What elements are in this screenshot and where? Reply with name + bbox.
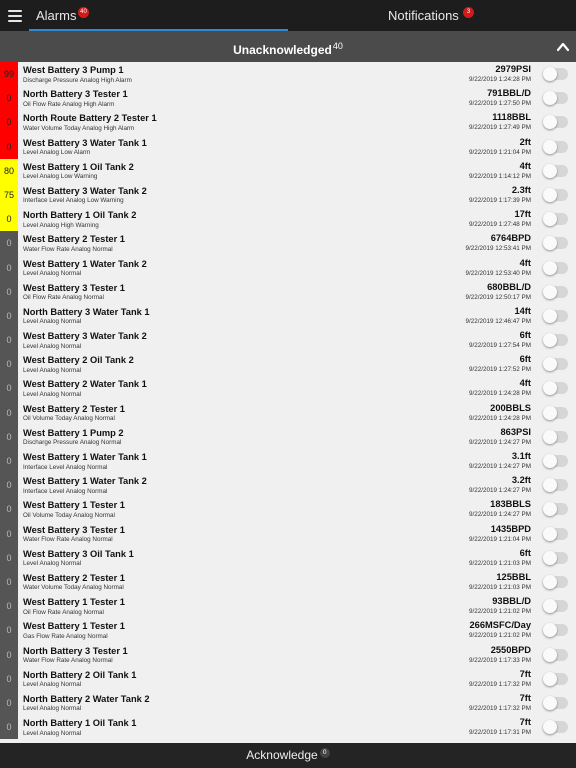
alarm-timestamp: 9/22/2019 1:24:28 PM [469,76,531,83]
alarm-value: 6ft [519,354,531,365]
alarm-name: North Battery 3 Water Tank 1 [23,306,150,317]
alarm-row[interactable] [0,328,576,352]
alarm-timestamp: 9/22/2019 1:27:52 PM [469,366,531,374]
alarm-value: 1435BPD [490,523,531,534]
alarm-name: West Battery 1 Water Tank 2 [23,476,147,487]
alarm-timestamp: 9/22/2019 1:24:27 PM [469,463,531,470]
alarm-value: 863PSI [500,426,531,437]
alarm-value: 1118BBL [492,112,531,123]
alarm-name: North Battery 2 Water Tank 2 [23,693,150,704]
toggle-knob [543,164,557,178]
alarm-name: West Battery 3 Water Tank 2 [23,331,147,342]
alarm-description: Level Analog Low Warning [23,173,98,181]
severity-indicator: 80 [0,159,18,183]
alarm-description: Gas Flow Rate Analog Normal [23,632,108,640]
severity-indicator: 0 [0,522,18,546]
severity-indicator: 0 [0,304,18,328]
severity-indicator: 0 [0,594,18,618]
severity-indicator: 0 [0,473,18,497]
toggle-knob [543,91,557,105]
alarm-row[interactable] [0,110,576,134]
alarm-description: Level Analog Normal [23,342,82,350]
alarm-description: Water Volume Today Analog High Alarm [23,124,135,132]
alarm-row[interactable] [0,715,576,739]
alarm-description: Interface Level Analog Normal [23,463,108,471]
alarm-row[interactable] [0,643,576,667]
toggle-knob [543,527,557,541]
alarm-description: Water Flow Rate Analog Normal [23,657,113,664]
alarm-row[interactable] [0,473,576,497]
alarm-name: West Battery 3 Pump 1 [23,65,124,75]
alarm-list [0,62,576,743]
alarm-name: West Battery 2 Tester 1 [23,234,125,245]
severity-indicator: 0 [0,86,18,110]
alarm-timestamp: 9/22/2019 1:21:03 PM [469,583,531,591]
alarm-value: 14ft [514,305,531,316]
acknowledge-toggle[interactable] [544,286,568,298]
notifications-count-badge: 3 [463,7,474,18]
alarm-value: 6ft [519,330,531,341]
alarm-timestamp: 9/22/2019 1:21:03 PM [469,559,531,567]
toggle-knob [543,478,557,492]
severity-indicator: 0 [0,643,18,667]
section-title-label: Unacknowledged [233,43,332,57]
alarms-count-badge: 40 [78,7,89,18]
alarm-row[interactable] [0,352,576,376]
severity-indicator: 0 [0,401,18,425]
alarm-value: 93BBL/D [492,596,531,607]
alarm-description: Discharge Pressure Analog High Alarm [23,76,132,84]
alarm-row[interactable] [0,401,576,425]
severity-indicator: 0 [0,570,18,594]
acknowledge-label: Acknowledge [246,748,318,762]
alarm-row[interactable] [0,159,576,183]
alarm-value: 3.2ft [511,475,531,486]
alarm-row[interactable] [0,256,576,280]
acknowledge-toggle[interactable] [544,673,568,685]
alarm-name: West Battery 3 Water Tank 1 [23,137,147,148]
acknowledge-toggle[interactable] [544,262,568,274]
severity-indicator: 0 [0,667,18,691]
chevron-up-icon[interactable] [556,40,570,54]
toggle-knob [543,672,557,686]
alarm-description: Discharge Pressure Analog Normal [23,439,122,447]
toggle-knob [543,551,557,565]
toggle-knob [543,333,557,347]
alarm-description: Level Analog Low Alarm [23,149,91,157]
acknowledge-count: 0 [320,748,330,758]
alarm-description: Level Analog Normal [23,729,82,737]
alarm-timestamp: 9/22/2019 1:24:28 PM [469,390,531,398]
alarm-name: West Battery 1 Tester 1 [23,500,125,511]
severity-indicator: 99 [0,62,18,86]
alarm-name: North Battery 1 Oil Tank 2 [23,210,137,221]
alarm-name: North Route Battery 2 Tester 1 [23,113,157,124]
alarm-description: Level Analog Normal [23,270,82,277]
toggle-knob [543,454,557,468]
alarm-timestamp: 9/22/2019 1:21:04 PM [469,148,531,156]
alarm-name: West Battery 2 Water Tank 1 [23,379,147,390]
alarm-description: Oil Volume Today Analog Normal [23,511,115,519]
alarm-row[interactable] [0,376,576,400]
acknowledge-toggle[interactable] [544,721,568,733]
alarm-timestamp: 9/22/2019 12:50:17 PM [465,293,531,301]
acknowledge-toggle[interactable] [544,310,568,322]
acknowledge-toggle[interactable] [544,334,568,346]
acknowledge-toggle[interactable] [544,600,568,612]
alarm-row[interactable] [0,86,576,110]
alarm-timestamp: 9/22/2019 1:17:32 PM [469,680,531,688]
acknowledge-toggle[interactable] [544,576,568,588]
alarm-row[interactable] [0,667,576,691]
alarm-row[interactable] [0,425,576,449]
alarm-description: Level Analog Normal [23,560,82,568]
alarm-value: 266MSFC/Day [469,620,531,631]
alarm-name: West Battery 1 Pump 2 [23,427,124,438]
severity-indicator: 0 [0,328,18,352]
unacknowledged-section-header[interactable] [0,31,576,62]
alarm-name: West Battery 3 Oil Tank 1 [23,548,134,559]
alarm-row[interactable] [0,691,576,715]
alarm-name: West Battery 1 Oil Tank 2 [23,161,134,172]
acknowledge-toggle[interactable] [544,552,568,564]
alarm-value: 7ft [519,717,531,728]
alarm-name: West Battery 3 Tester 1 [23,524,125,535]
alarm-value: 6764BPD [490,233,531,244]
alarm-description: Oil Flow Rate Analog Normal [23,294,104,302]
severity-indicator: 0 [0,691,18,715]
acknowledge-toggle[interactable] [544,624,568,636]
alarm-name: North Battery 1 Oil Tank 1 [23,718,137,729]
alarm-row[interactable] [0,594,576,618]
alarm-name: West Battery 3 Tester 1 [23,282,125,293]
toggle-knob [543,648,557,662]
toggle-knob [543,261,557,275]
alarm-value: 2550BPD [490,644,531,655]
acknowledge-toggle[interactable] [544,479,568,491]
acknowledge-toggle[interactable] [544,407,568,419]
acknowledge-bar[interactable] [0,743,576,768]
severity-indicator: 0 [0,449,18,473]
acknowledge-toggle[interactable] [544,455,568,467]
toggle-knob [543,575,557,589]
alarm-description: Oil Volume Today Analog Normal [23,415,115,423]
toggle-knob [543,285,557,299]
acknowledge-toggle[interactable] [544,431,568,443]
alarm-timestamp: 9/22/2019 1:24:27 PM [469,487,531,495]
toggle-knob [543,696,557,710]
acknowledge-toggle[interactable] [544,649,568,661]
acknowledge-toggle[interactable] [544,116,568,128]
alarm-timestamp: 9/22/2019 12:53:40 PM [465,269,531,277]
severity-indicator: 0 [0,352,18,376]
alarm-row[interactable] [0,522,576,546]
severity-indicator: 0 [0,425,18,449]
severity-indicator: 0 [0,207,18,231]
alarm-name: North Battery 3 Tester 1 [23,645,128,656]
alarm-timestamp: 9/22/2019 1:21:04 PM [469,535,531,543]
severity-indicator: 75 [0,183,18,207]
alarm-timestamp: 9/22/2019 1:27:54 PM [469,342,531,350]
alarm-row[interactable] [0,183,576,207]
toggle-knob [543,188,557,202]
alarm-name: West Battery 1 Water Tank 2 [23,258,147,269]
alarm-value: 4ft [519,160,531,171]
alarm-description: Water Volume Today Analog Normal [23,584,124,592]
alarm-name: West Battery 2 Oil Tank 2 [23,355,134,366]
alarm-value: 125BBL [496,571,531,582]
alarm-row[interactable] [0,546,576,570]
acknowledge-toggle[interactable] [544,189,568,201]
alarm-row[interactable] [0,135,576,159]
alarm-name: West Battery 2 Tester 1 [23,403,125,414]
alarm-name: North Battery 3 Tester 1 [23,89,128,100]
alarm-timestamp: 9/22/2019 12:46:47 PM [465,317,531,325]
alarm-name: North Battery 2 Oil Tank 1 [23,669,137,680]
severity-indicator: 0 [0,256,18,280]
alarm-row[interactable] [0,570,576,594]
alarm-value: 183BBLS [490,499,531,510]
toggle-knob [543,67,557,81]
alarm-row[interactable] [0,618,576,642]
toggle-knob [543,599,557,613]
toggle-knob [543,720,557,734]
toggle-knob [543,623,557,637]
alarm-row[interactable] [0,497,576,521]
alarm-value: 2.3ft [511,184,531,195]
alarm-value: 4ft [519,378,531,389]
alarm-description: Level Analog High Warning [23,221,99,229]
alarm-timestamp: 9/22/2019 1:27:49 PM [469,124,531,132]
toggle-knob [543,236,557,250]
alarm-name: West Battery 1 Tester 1 [23,597,125,608]
section-title [0,31,576,66]
alarm-timestamp: 9/22/2019 1:17:33 PM [469,656,531,664]
alarm-value: 2ft [519,136,531,147]
tab-alarms[interactable] [36,0,130,31]
alarm-row[interactable] [0,231,576,255]
acknowledge-toggle[interactable] [544,697,568,709]
alarm-timestamp: 9/22/2019 1:24:27 PM [469,438,531,446]
alarm-timestamp: 9/22/2019 12:53:41 PM [465,245,531,253]
alarm-timestamp: 9/22/2019 1:21:02 PM [469,608,531,616]
alarm-description: Interface Level Analog Low Warning [23,197,124,205]
alarm-row[interactable] [0,207,576,231]
severity-indicator: 0 [0,376,18,400]
alarm-description: Level Analog Normal [23,390,82,398]
alarm-name: West Battery 1 Tester 1 [23,621,125,632]
alarm-value: 2979PSI [495,64,531,74]
alarm-timestamp: 9/22/2019 1:24:27 PM [469,511,531,519]
alarm-description: Oil Flow Rate Analog High Alarm [23,100,115,108]
toggle-knob [543,430,557,444]
toggle-knob [543,381,557,395]
alarm-value: 791BBL/D [487,88,531,99]
severity-indicator: 0 [0,546,18,570]
section-count: 40 [332,41,343,51]
severity-indicator: 0 [0,497,18,521]
acknowledge-toggle[interactable] [544,213,568,225]
alarm-value: 4ft [519,257,531,268]
acknowledge-toggle[interactable] [544,503,568,515]
severity-indicator: 0 [0,135,18,159]
alarm-row[interactable] [0,280,576,304]
alarm-value: 680BBL/D [487,281,531,292]
alarm-timestamp: 9/22/2019 1:24:28 PM [469,414,531,422]
tab-alarms-label: Alarms [36,8,77,23]
alarm-timestamp: 9/22/2019 1:21:02 PM [469,632,531,640]
acknowledge-toggle[interactable] [544,141,568,153]
alarm-description: Level Analog Normal [23,366,82,374]
toggle-knob [543,406,557,420]
alarm-value: 7ft [519,668,531,679]
acknowledge-toggle[interactable] [544,237,568,249]
alarm-description: Water Flow Rate Analog Normal [23,245,113,253]
alarm-value: 200BBLS [490,402,531,413]
severity-indicator: 0 [0,110,18,134]
alarm-timestamp: 9/22/2019 1:14:12 PM [469,172,531,180]
hamburger-menu-icon[interactable] [8,10,22,22]
toggle-knob [543,140,557,154]
acknowledge-toggle[interactable] [544,165,568,177]
alarm-description: Level Analog Normal [23,318,82,326]
acknowledge-toggle[interactable] [544,528,568,540]
acknowledge-toggle[interactable] [544,92,568,104]
alarm-timestamp: 9/22/2019 1:17:32 PM [469,704,531,712]
tab-notifications[interactable] [388,0,471,31]
alarm-description: Level Analog Normal [23,705,82,713]
toggle-knob [543,212,557,226]
severity-indicator: 0 [0,618,18,642]
alarm-value: 17ft [514,209,531,220]
toggle-knob [543,357,557,371]
severity-indicator: 0 [0,231,18,255]
top-tab-bar [0,0,576,31]
alarm-description: Water Flow Rate Analog Normal [23,536,113,544]
acknowledge-toggle[interactable] [544,382,568,394]
alarm-name: West Battery 3 Water Tank 2 [23,185,147,196]
acknowledge-toggle[interactable] [544,358,568,370]
alarm-value: 6ft [519,547,531,558]
acknowledge-toggle[interactable] [544,68,568,80]
alarm-timestamp: 9/22/2019 1:27:48 PM [469,221,531,229]
acknowledge-button[interactable] [0,743,576,768]
alarm-timestamp: 9/22/2019 1:17:31 PM [469,729,531,737]
alarm-row[interactable] [0,449,576,473]
alarm-value: 7ft [519,692,531,703]
alarm-name: West Battery 1 Water Tank 1 [23,452,147,462]
tab-notifications-label: Notifications [388,8,459,23]
alarm-description: Interface Level Analog Normal [23,487,108,495]
alarm-name: West Battery 2 Tester 1 [23,572,125,583]
severity-indicator: 0 [0,280,18,304]
alarm-value: 3.1ft [511,451,531,461]
toggle-knob [543,502,557,516]
alarm-row[interactable] [0,62,576,86]
toggle-knob [543,115,557,129]
alarm-timestamp: 9/22/2019 1:17:39 PM [469,196,531,204]
alarm-row[interactable] [0,304,576,328]
alarm-timestamp: 9/22/2019 1:27:50 PM [469,100,531,108]
alarm-description: Oil Flow Rate Analog Normal [23,608,104,616]
severity-indicator: 0 [0,715,18,739]
toggle-knob [543,309,557,323]
alarm-description: Level Analog Normal [23,681,82,689]
